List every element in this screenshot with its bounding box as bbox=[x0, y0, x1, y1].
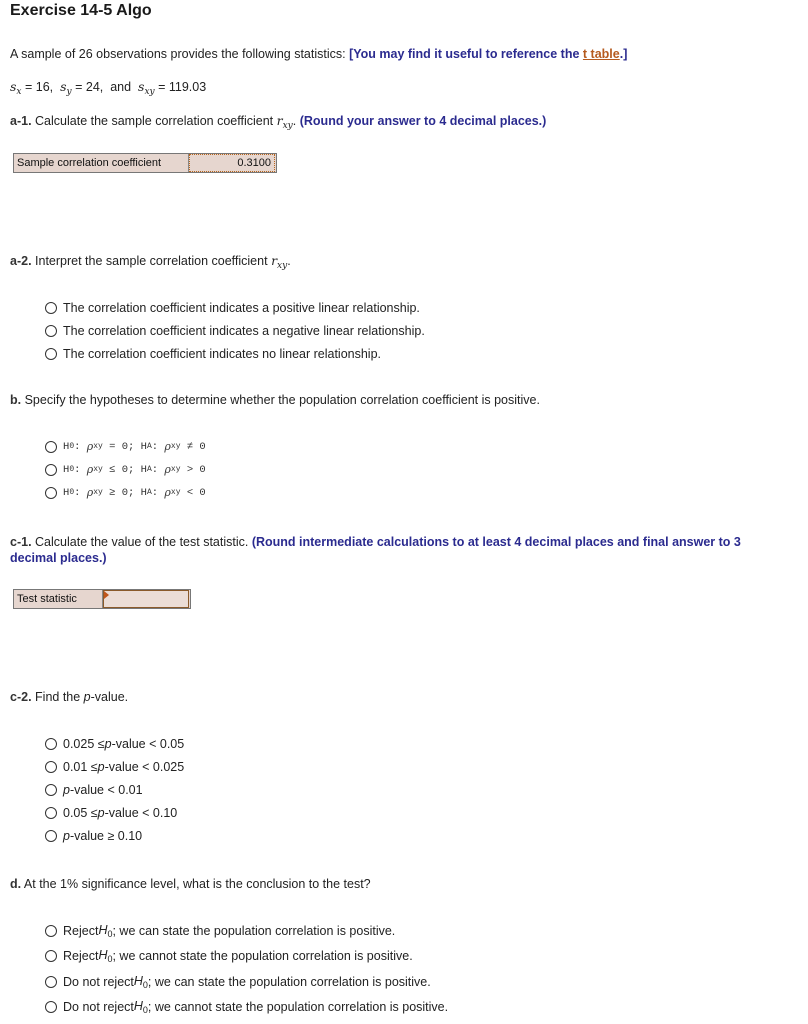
stats-line bbox=[10, 79, 206, 97]
c2-label: c-2. bbox=[10, 690, 32, 704]
radio-button[interactable] bbox=[45, 761, 57, 773]
and-text: and bbox=[110, 80, 132, 94]
b-question bbox=[10, 393, 540, 407]
p-value-option[interactable]: p -value < 0.01 bbox=[45, 778, 184, 801]
exercise-title: Exercise 14-5 Algo bbox=[10, 2, 152, 19]
c1-instruction: (Round intermediate calculations to at least 4 decimal places and final answer to 3 bbox=[251, 535, 741, 549]
hint-text bbox=[349, 47, 627, 61]
radio-button[interactable] bbox=[45, 976, 57, 988]
radio-button[interactable] bbox=[45, 1001, 57, 1013]
c1-answer-table bbox=[13, 589, 191, 609]
b-question-text: Specify the hypotheses to determine whether the population correlation coefficient is positive. bbox=[24, 393, 540, 407]
hypothesis-option[interactable]: H 0 : ρ xy ≥ 0; H A : ρ xy < 0 bbox=[45, 481, 206, 504]
d-options bbox=[45, 918, 448, 1020]
radio-button[interactable] bbox=[45, 807, 57, 819]
radio-button[interactable] bbox=[45, 784, 57, 796]
intro-text: A sample of 26 observations provides the following statistics: bbox=[10, 47, 346, 61]
sxy-value: = 119.03 bbox=[158, 80, 207, 94]
d-question bbox=[10, 877, 371, 891]
a2-label: a-2. bbox=[10, 254, 32, 268]
c1-field-label: Test statistic bbox=[14, 590, 103, 608]
sx-symbol: $s_x$ bbox=[10, 79, 22, 97]
radio-button[interactable] bbox=[45, 738, 57, 750]
radio-button[interactable] bbox=[45, 925, 57, 937]
p-value-option[interactable]: 0.05 ≤ p -value < 0.10 bbox=[45, 801, 184, 824]
intro-line bbox=[10, 47, 627, 61]
radio-button[interactable] bbox=[45, 464, 57, 476]
a1-answer-table bbox=[13, 153, 277, 173]
conclusion-option[interactable]: Reject $H_0$ ; we can state the population correlation is positive. bbox=[45, 918, 448, 944]
b-options bbox=[45, 435, 206, 504]
radio-button[interactable] bbox=[45, 830, 57, 842]
rxy-symbol: $r_{xy}$ bbox=[276, 113, 293, 131]
sy-value: = 24, bbox=[75, 80, 104, 94]
p-value-option[interactable]: p -value ≥ 0.10 bbox=[45, 824, 184, 847]
hint-prefix: [You may find it useful to reference the bbox=[349, 47, 583, 61]
radio-button[interactable] bbox=[45, 950, 57, 962]
rxy-symbol: $r_{xy}$ bbox=[271, 253, 288, 271]
radio-button[interactable] bbox=[45, 348, 57, 360]
p-value-option[interactable]: 0.01 ≤ p -value < 0.025 bbox=[45, 755, 184, 778]
hint-suffix: .] bbox=[619, 47, 628, 61]
sy-symbol: $s_y$ bbox=[60, 79, 72, 97]
t-table-link[interactable]: t table bbox=[582, 47, 620, 61]
c1-instruction-cont: decimal places.) bbox=[10, 551, 107, 565]
conclusion-option[interactable]: Reject $H_0$ ; we cannot state the population correlation is positive. bbox=[45, 944, 448, 970]
sx-value: = 16, bbox=[24, 80, 54, 94]
c1-question-text: Calculate the value of the test statistic. bbox=[35, 535, 249, 549]
flag-icon bbox=[104, 591, 109, 599]
a2-options bbox=[45, 296, 425, 365]
sample-correlation-input[interactable]: 0.3100 bbox=[189, 154, 275, 172]
conclusion-option[interactable]: Do not reject $H_0$ ; we can state the population correlation is positive. bbox=[45, 969, 448, 995]
a2-option[interactable]: The correlation coefficient indicates no linear relationship. bbox=[45, 342, 425, 365]
d-question-text: At the 1% significance level, what is the conclusion to the test? bbox=[23, 877, 371, 891]
test-statistic-input[interactable] bbox=[103, 590, 189, 608]
radio-button[interactable] bbox=[45, 325, 57, 337]
a2-question-text: Interpret the sample correlation coefficient bbox=[35, 254, 268, 268]
a1-question: a-1. Calculate the sample correlation coefficient $r_{xy}$. (Round your answer to 4 decimal places.) bbox=[10, 113, 547, 131]
a1-instruction: (Round your answer to 4 decimal places.) bbox=[299, 114, 547, 128]
c2-options bbox=[45, 732, 184, 847]
hypothesis-option[interactable]: H 0 : ρ xy = 0; H A : ρ xy ≠ 0 bbox=[45, 435, 206, 458]
c2-question: c-2. Find the p-value. bbox=[10, 690, 129, 704]
radio-button[interactable] bbox=[45, 302, 57, 314]
hypothesis-option[interactable]: H 0 : ρ xy ≤ 0; H A : ρ xy > 0 bbox=[45, 458, 206, 481]
a2-option[interactable]: The correlation coefficient indicates a positive linear relationship. bbox=[45, 296, 425, 319]
a1-label: a-1. bbox=[10, 114, 32, 128]
c1-label: c-1. bbox=[10, 535, 32, 549]
conclusion-option[interactable]: Do not reject $H_0$ ; we cannot state the population correlation is positive. bbox=[45, 995, 448, 1021]
b-label: b. bbox=[10, 393, 22, 407]
a1-question-text: Calculate the sample correlation coefficient bbox=[35, 114, 274, 128]
radio-button[interactable] bbox=[45, 487, 57, 499]
sxy-symbol: $s_{xy}$ bbox=[138, 79, 155, 97]
a2-question: a-2. Interpret the sample correlation coefficient $r_{xy}$. bbox=[10, 253, 291, 271]
radio-button[interactable] bbox=[45, 441, 57, 453]
d-label: d. bbox=[10, 877, 22, 891]
a2-option[interactable]: The correlation coefficient indicates a negative linear relationship. bbox=[45, 319, 425, 342]
c1-question bbox=[10, 535, 741, 549]
p-value-option[interactable]: 0.025 ≤ p -value < 0.05 bbox=[45, 732, 184, 755]
a1-field-label: Sample correlation coefficient bbox=[14, 154, 189, 172]
